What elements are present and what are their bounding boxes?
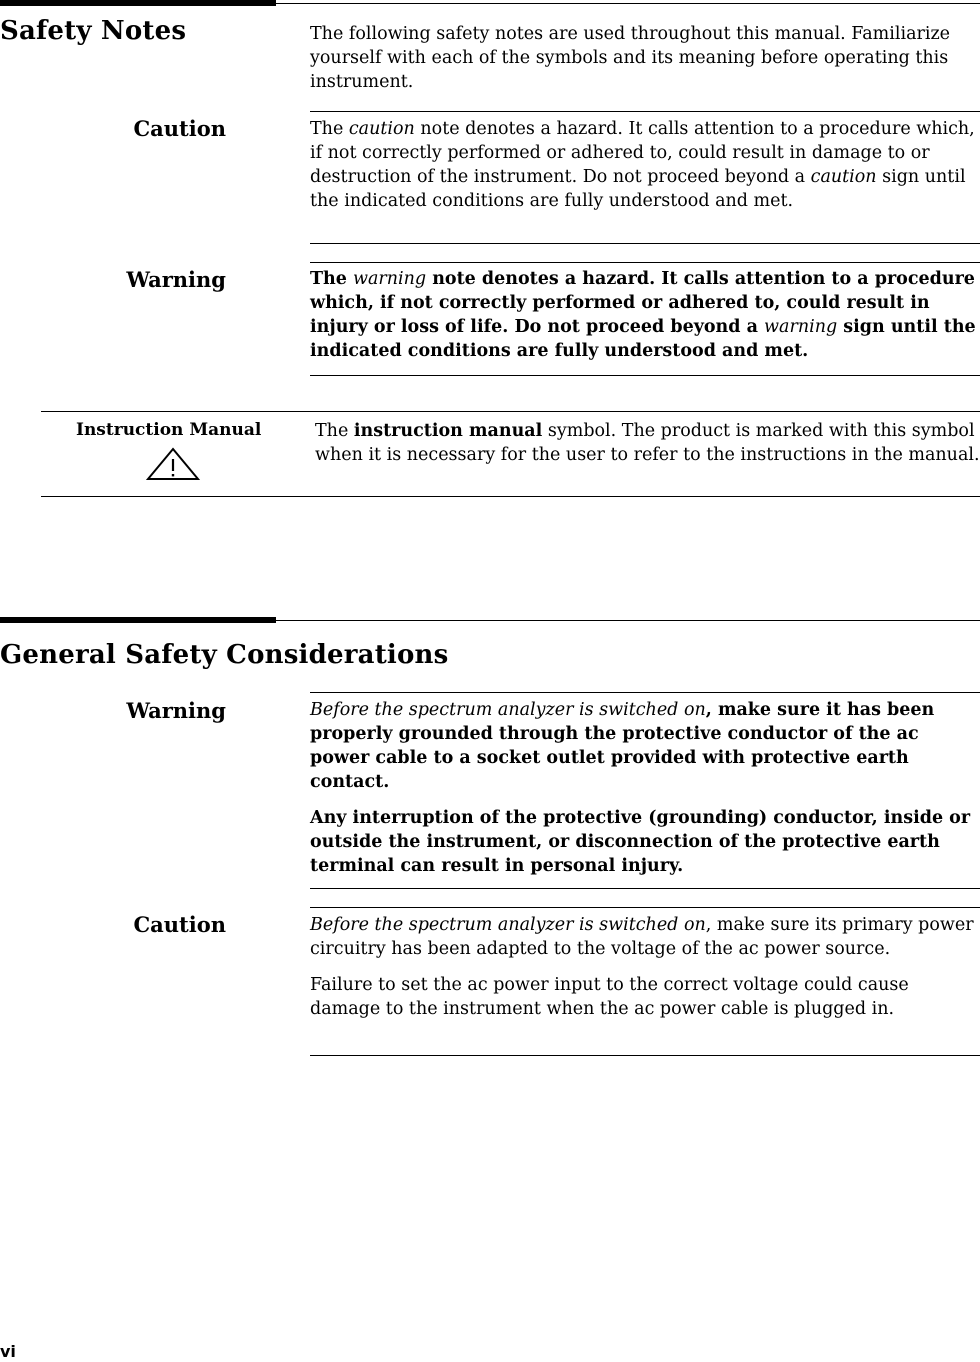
general-caution-text: Before the spectrum analyzer is switched on, make sure its primary power circuitry has been adapted to the voltage of the ac power source. Failure to set the ac power input to the correct voltage could cause damage to the instrument when the ac power cable is plugged in. <box>310 915 974 1019</box>
section-title-safety-notes: Safety Notes <box>0 16 187 46</box>
divider <box>310 888 980 889</box>
divider <box>310 375 980 376</box>
section-rule-thick <box>0 617 276 623</box>
section-title-general-safety: General Safety Considerations <box>0 640 449 670</box>
instruction-manual-description: The instruction manual symbol. The product is marked with this symbol when it is necessary for the user to refer to the instructions in the manual. <box>315 421 980 465</box>
section-rule-thin <box>276 3 980 4</box>
safety-notes-intro: The following safety notes are used throughout this manual. Familiarize yourself with each of the symbols and its meaning before operating this instrument. <box>310 24 951 92</box>
warning-triangle-icon <box>146 447 200 481</box>
divider <box>310 692 980 693</box>
page-number: vi <box>0 1342 16 1361</box>
divider <box>310 243 980 244</box>
caution-label: Caution <box>133 116 226 141</box>
divider <box>310 262 980 263</box>
divider <box>41 496 980 497</box>
divider <box>41 411 980 412</box>
warning-label: Warning <box>126 267 226 292</box>
warning-description: The warning note denotes a hazard. It calls attention to a procedure which, if not correctly performed or adhered to, could result in injury or loss of life. Do not proceed beyond a warning sign until the indicated conditions are fully understood and met. <box>310 269 976 361</box>
general-warning-text: Before the spectrum analyzer is switched on, make sure it has been properly grounded through the protective conductor of the ac power cable to a socket outlet provided with protective earth contact. Any interruption of the protective (grounding) conductor, inside or outside the instrument, or disconnection of the protective earth terminal can result in personal injury. <box>310 700 971 876</box>
general-caution-label: Caution <box>133 912 226 937</box>
section-rule-thick <box>0 0 276 6</box>
caution-description: The caution note denotes a hazard. It calls attention to a procedure which, if not correctly performed or adhered to, could result in damage to or destruction of the instrument. Do not proceed beyond a caution sign until the indicated conditions are fully understood and met. <box>310 119 975 211</box>
section-rule-thin <box>276 620 980 621</box>
divider <box>310 907 980 908</box>
general-warning-label: Warning <box>126 698 226 723</box>
instruction-manual-label: Instruction Manual <box>76 420 262 440</box>
divider <box>310 111 980 112</box>
divider <box>310 1055 980 1056</box>
